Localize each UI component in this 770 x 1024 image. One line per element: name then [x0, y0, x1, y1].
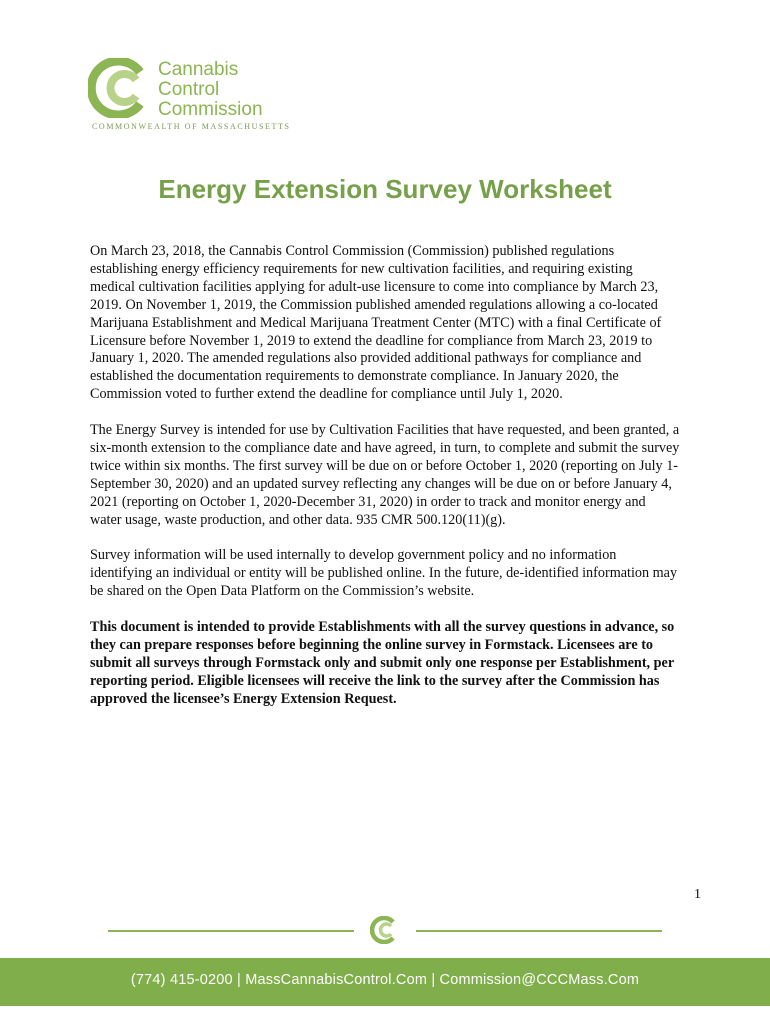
paragraph-background: On March 23, 2018, the Cannabis Control Commission (Commission) published regulations establishing energy efficiency requirements for new cultivation facilities, and requiring existing medical cultivation facilities applying for adult-use licensure to come into compliance by March 23, 2019. On November 1, 2019, the Commission published amended regulations allowing a co-located Marijuana Establishment and Medical Marijuana Treatment Center (MTC) with a final Certificate of Licensure before November 1, 2019 to extend the deadline for compliance from March 23, 2019 to January 1, 2020. The amended regulations also provided additional pathways for compliance and established the documentation requirements to demonstrate compliance. In January 2020, the Commission voted to further extend the deadline for compliance until July 1, 2020. — [90, 243, 662, 403]
footer-contact-text: (774) 415-0200 | MassCannabisControl.Com | Commission@CCCMass.Com — [130, 972, 640, 988]
logo-word-2: Control — [158, 79, 220, 100]
paragraph-instructions: This document is intended to provide Establishments with all the survey questions in advance, so they can prepare responses before beginning the online survey in Formstack. Licensees are to submit all surveys through Formstack only and submit only one response per Establishment, per reporting period. Eligible licensees will receive the link to the survey after the Commission has approved the licensee’s Energy Extension Request. — [90, 618, 675, 707]
logo-word-1: Cannabis — [158, 59, 239, 80]
ccc-logo-icon — [88, 58, 156, 118]
paragraph-privacy: Survey information will be used internally to develop government policy and no information identifying an individual or entity will be published online. In the future, de-identified information may be shared on the Open Data Platform on the Commission’s website. — [90, 547, 678, 600]
logo-wordmark — [158, 60, 263, 120]
footer-divider-right — [416, 930, 662, 932]
footer-divider-left — [108, 930, 354, 932]
logo-word-3: Commission — [158, 99, 263, 120]
ccc-mark-icon — [370, 916, 400, 944]
page-title: Energy Extension Survey Worksheet — [158, 174, 612, 204]
footer-contact-bar — [0, 958, 770, 1006]
page-number: 1 — [694, 887, 701, 902]
document-body — [90, 243, 680, 726]
ccc-logo — [88, 56, 318, 136]
logo-subtitle: COMMONWEALTH OF MASSACHUSETTS — [92, 122, 291, 131]
paragraph-survey-purpose: The Energy Survey is intended for use by Cultivation Facilities that have requested, and been granted, a six-month extension to the compliance date and have agreed, in turn, to complete and submit the survey twice within six months. The first survey will be due on or before October 1, 2020 (reporting on July 1-September 30, 2020) and an updated survey reflecting any changes will be due on or before January 4, 2021 (reporting on October 1, 2020-December 31, 2020) in order to track and monitor energy and water usage, waste production, and other data. 935 CMR 500.120(11)(g). — [90, 422, 680, 528]
